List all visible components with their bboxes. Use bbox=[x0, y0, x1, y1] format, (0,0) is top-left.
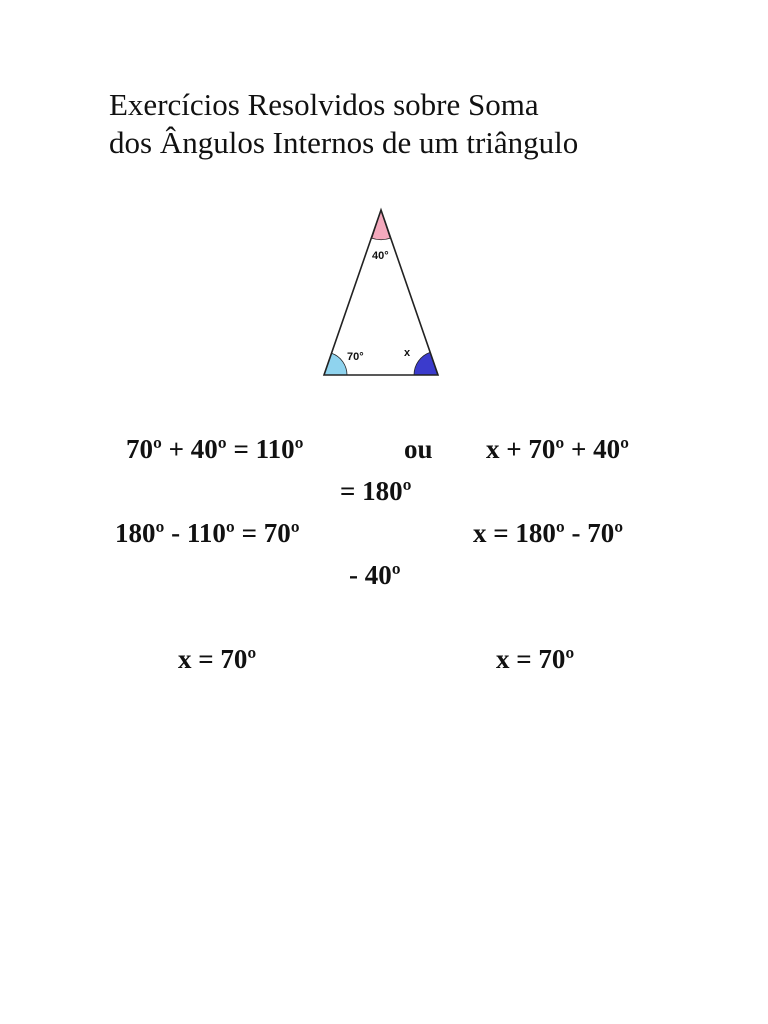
right-result: x = 70º bbox=[496, 644, 575, 674]
triangle-figure bbox=[318, 204, 444, 380]
left-equation-1: 70º + 40º = 110º bbox=[126, 434, 304, 464]
title-line-1: Exercícios Resolvidos sobre Soma bbox=[109, 87, 539, 122]
top-angle-wedge bbox=[372, 210, 390, 240]
right-angle-label: x bbox=[404, 347, 411, 359]
top-angle-label: 40° bbox=[372, 250, 389, 262]
right-equation-1b: = 180º bbox=[340, 476, 412, 506]
title-line-2: dos Ângulos Internos de um triângulo bbox=[109, 125, 579, 160]
page-title bbox=[109, 86, 729, 162]
right-equation-1a: x + 70º + 40º bbox=[486, 434, 630, 464]
separator-ou: ou bbox=[404, 434, 433, 464]
right-equation-2a: x = 180º - 70º bbox=[473, 518, 624, 548]
left-result: x = 70º bbox=[178, 644, 257, 674]
triangle-svg bbox=[318, 204, 444, 380]
left-angle-label: 70° bbox=[347, 351, 364, 363]
right-equation-2b: - 40º bbox=[349, 560, 401, 590]
left-equation-2: 180º - 110º = 70º bbox=[115, 518, 300, 548]
